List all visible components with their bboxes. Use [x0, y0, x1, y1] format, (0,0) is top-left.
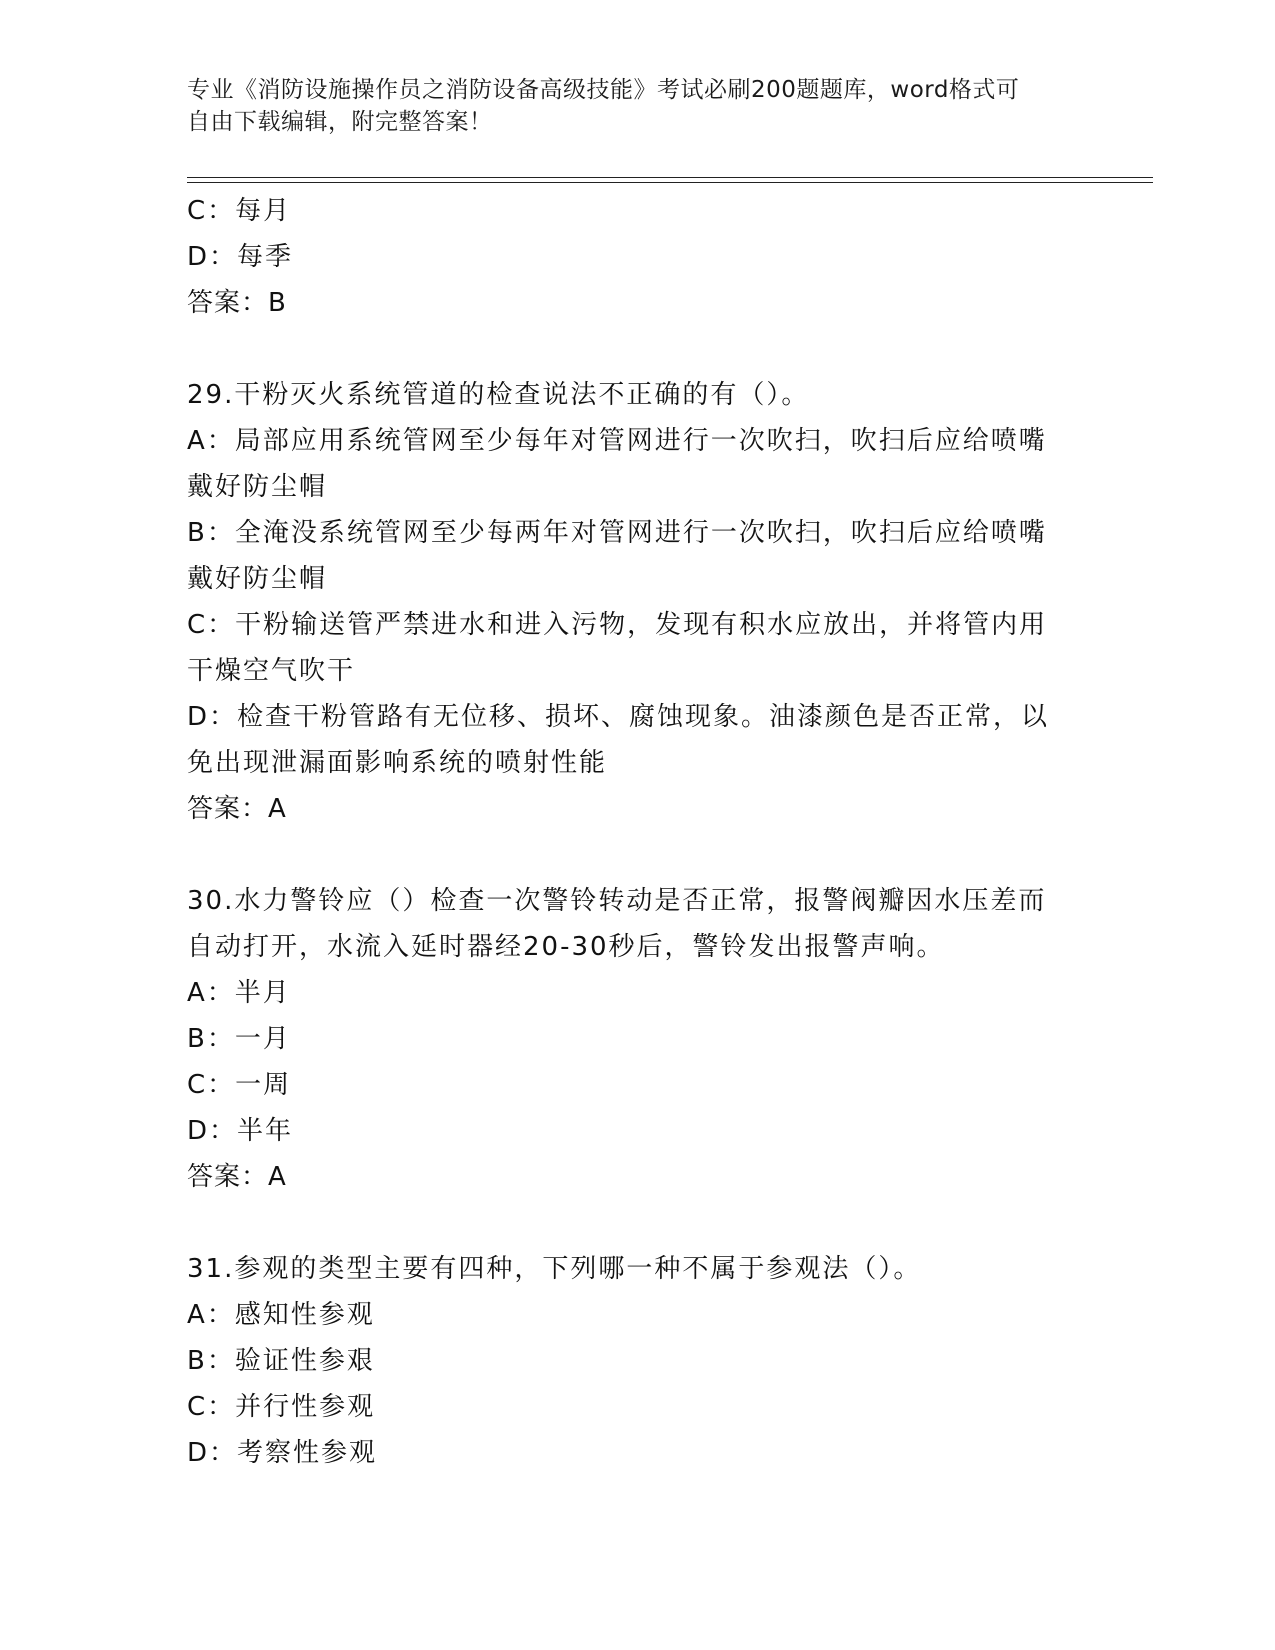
option-line — [187, 694, 1077, 740]
option-text: 并行性参观 — [235, 1392, 376, 1422]
option-text: 干粉输送管严禁进水和进入污物，发现有积水应放出，并将管内用 — [235, 610, 1048, 640]
option-line — [187, 510, 1077, 556]
option-line — [187, 1108, 1077, 1154]
option-line — [187, 970, 1077, 1016]
question-gap — [187, 326, 1077, 372]
header-line-2: 自由下载编辑，附完整答案！ — [187, 109, 493, 135]
question-block — [187, 878, 1077, 1200]
option-letter: D： — [187, 1116, 238, 1146]
option-letter: C： — [187, 610, 236, 640]
option-letter: D： — [187, 1438, 238, 1468]
option-letter: B： — [187, 518, 235, 548]
question-gap — [187, 1200, 1077, 1246]
option-line — [187, 740, 1077, 786]
question-stem-line: 30.水力警铃应（）检查一次警铃转动是否正常，报警阀瓣因水压差而 — [187, 886, 1047, 916]
option-text: 考察性参观 — [237, 1438, 378, 1468]
option-text: 免出现泄漏面影响系统的喷射性能 — [187, 748, 608, 778]
option-line — [187, 464, 1077, 510]
option-line: D：每季 — [187, 242, 294, 272]
option-letter: B： — [187, 1024, 235, 1054]
option-text: 检查干粉管路有无位移、损坏、腐蚀现象。油漆颜色是否正常，以 — [237, 702, 1050, 732]
option-line: C：每月 — [187, 196, 292, 226]
page-header — [187, 74, 1067, 138]
question-list — [187, 188, 1077, 1476]
option-letter: C： — [187, 1392, 236, 1422]
option-line — [187, 648, 1077, 694]
option-text: 干燥空气吹干 — [187, 656, 356, 686]
option-letter: A： — [187, 978, 235, 1008]
question-fragment — [187, 188, 1077, 326]
header-rule-top — [187, 177, 1153, 178]
option-text: 半月 — [234, 978, 291, 1008]
option-text: 局部应用系统管网至少每年对管网进行一次吹扫，吹扫后应给喷嘴 — [234, 426, 1047, 456]
question-block — [187, 1246, 1077, 1476]
question-block — [187, 372, 1077, 832]
option-line — [187, 1292, 1077, 1338]
answer-line: 答案：A — [187, 1162, 287, 1192]
answer-line: 答案：B — [187, 288, 287, 318]
option-text: 戴好防尘帽 — [187, 472, 328, 502]
question-gap — [187, 832, 1077, 878]
option-line — [187, 1338, 1077, 1384]
header-line-1: 专业《消防设施操作员之消防设备高级技能》考试必刷200题题库，word格式可 — [187, 77, 1020, 103]
header-rule-bottom — [187, 182, 1153, 183]
question-stem-line: 31.参观的类型主要有四种，下列哪一种不属于参观法（）。 — [187, 1254, 922, 1284]
option-text: 一周 — [235, 1070, 292, 1100]
option-letter: B： — [187, 1346, 235, 1376]
option-letter: C： — [187, 1070, 236, 1100]
option-text: 验证性参艰 — [234, 1346, 375, 1376]
option-text: 戴好防尘帽 — [187, 564, 328, 594]
question-stem-line: 29.干粉灭火系统管道的检查说法不正确的有（）。 — [187, 380, 810, 410]
option-line — [187, 1062, 1077, 1108]
option-line — [187, 1384, 1077, 1430]
option-text: 一月 — [234, 1024, 291, 1054]
option-line — [187, 602, 1077, 648]
option-text: 感知性参观 — [234, 1300, 375, 1330]
option-line — [187, 1430, 1077, 1476]
question-stem-line: 自动打开，水流入延时器经20-30秒后，警铃发出报警声响。 — [187, 932, 945, 962]
option-letter: A： — [187, 1300, 235, 1330]
option-line — [187, 556, 1077, 602]
option-text: 半年 — [237, 1116, 294, 1146]
option-line — [187, 418, 1077, 464]
option-text: 全淹没系统管网至少每两年对管网进行一次吹扫，吹扫后应给喷嘴 — [234, 518, 1047, 548]
option-letter: A： — [187, 426, 235, 456]
option-line — [187, 1016, 1077, 1062]
answer-line: 答案：A — [187, 794, 287, 824]
option-letter: D： — [187, 702, 238, 732]
